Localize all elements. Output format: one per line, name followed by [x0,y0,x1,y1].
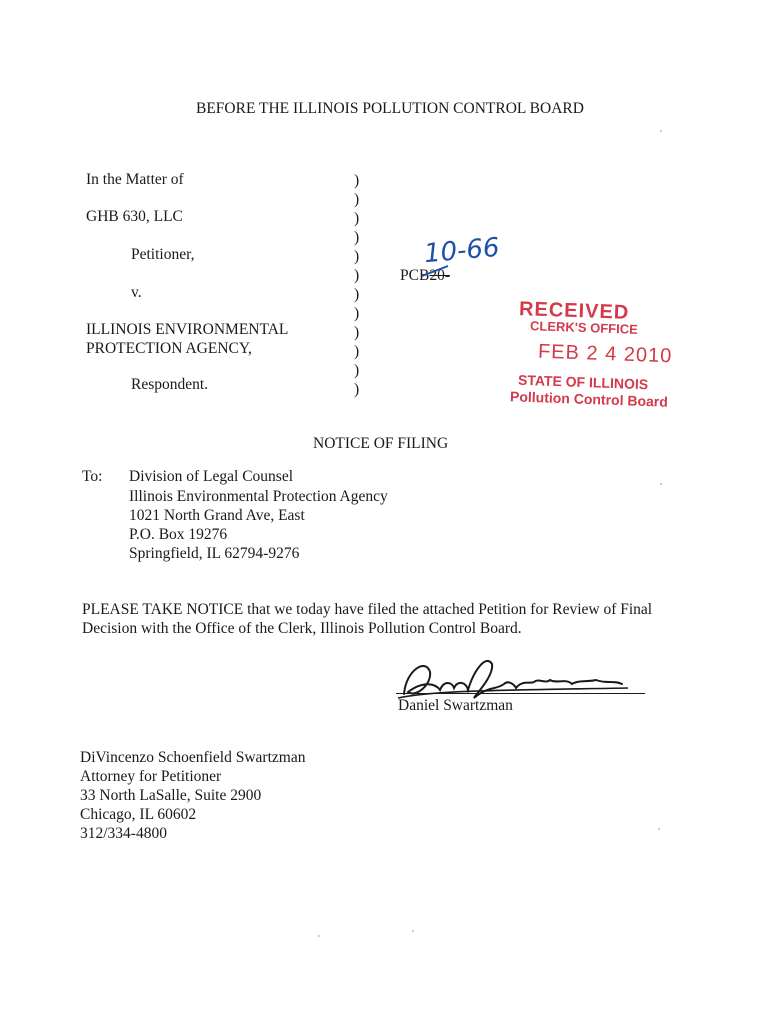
firm-line: 33 North LaSalle, Suite 2900 [80,787,262,804]
stamp-board: Pollution Control Board [509,388,669,410]
scan-speck [658,828,660,830]
respondent-line-1: ILLINOIS ENVIRONMENTAL [86,321,289,338]
versus: v. [131,284,142,301]
addressee-line: Division of Legal Counsel [129,468,294,485]
addressee-line: Illinois Environmental Protection Agency [129,488,388,505]
firm-line: Chicago, IL 60602 [80,806,197,823]
stamp-date: FEB 2 4 2010 [537,340,673,368]
paren: ) [354,229,360,246]
paren: ) [354,286,360,303]
handwritten-case-number: 10-66 [422,232,501,270]
document-heading: BEFORE THE ILLINOIS POLLUTION CONTROL BOARD [196,100,584,117]
paren: ) [354,248,360,265]
case-number-struck: 20- [429,267,450,284]
case-prefix: PCB [400,267,430,284]
paren: ) [354,362,360,379]
petitioner-role: Petitioner, [131,246,195,263]
in-matter-of: In the Matter of [86,171,184,188]
addressee-line: 1021 North Grand Ave, East [129,507,305,524]
paren: ) [354,305,360,322]
respondent-role: Respondent. [131,376,209,393]
paren: ) [354,267,360,284]
paren: ) [354,172,360,189]
to-label: To: [82,468,103,485]
stamp-state: STATE OF ILLINOIS [517,371,649,393]
paren: ) [354,324,360,341]
signature-line [396,693,645,694]
addressee-line: P.O. Box 19276 [129,526,228,543]
paren: ) [354,191,360,208]
paren: ) [354,210,360,227]
scan-speck [660,130,662,132]
firm-line: 312/334-4800 [80,825,167,842]
paren: ) [354,343,360,360]
firm-line: DiVincenzo Schoenfield Swartzman [80,749,306,766]
signer-name: Daniel Swartzman [398,697,513,714]
addressee-line: Springfield, IL 62794-9276 [129,545,300,562]
scan-speck [412,930,414,932]
scan-speck [660,483,662,485]
stamp-office: CLERK'S OFFICE [529,318,639,337]
body-line: PLEASE TAKE NOTICE that we today have filed the attached Petition for Review of Final [82,601,653,618]
scan-speck [318,935,320,937]
firm-line: Attorney for Petitioner [80,768,222,785]
paren: ) [354,381,360,398]
body-line: Decision with the Office of the Clerk, Illinois Pollution Control Board. [82,620,522,637]
respondent-line-2: PROTECTION AGENCY, [86,340,252,357]
petitioner-name: GHB 630, LLC [86,208,183,225]
stamp-received: RECEIVED [518,298,630,324]
notice-title: NOTICE OF FILING [313,435,449,452]
